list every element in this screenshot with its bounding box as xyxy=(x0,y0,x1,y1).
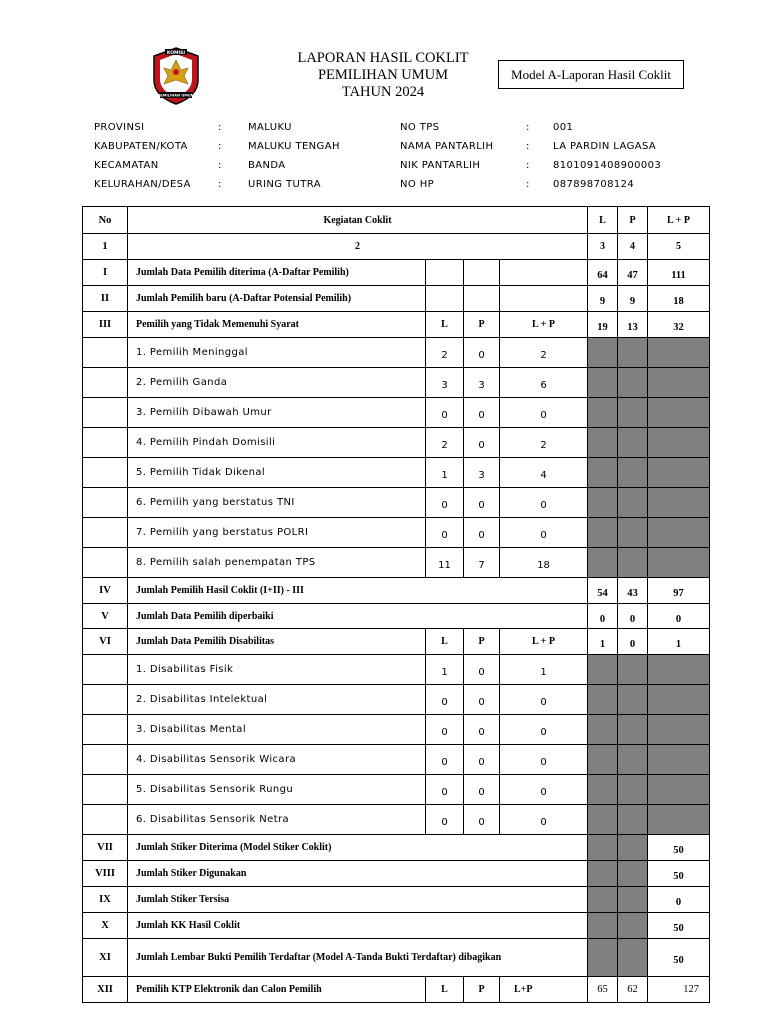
item-label: 6. Pemilih yang berstatus TNI xyxy=(128,488,426,518)
table-row xyxy=(83,745,710,775)
header-p: P xyxy=(618,207,648,234)
shaded-cell xyxy=(648,368,710,398)
shaded-cell xyxy=(618,548,648,578)
total-p: 62 xyxy=(618,977,648,1003)
shaded-cell xyxy=(588,368,618,398)
header-l: L xyxy=(588,207,618,234)
shaded-cell xyxy=(588,428,618,458)
item-l: 2 xyxy=(426,338,464,368)
empty-cell xyxy=(83,458,128,488)
header-kegiatan: Kegiatan Coklit xyxy=(128,207,588,234)
shaded-cell xyxy=(618,805,648,835)
item-label: 4. Pemilih Pindah Domisili xyxy=(128,428,426,458)
shaded-cell xyxy=(648,488,710,518)
total-lp: 18 xyxy=(648,286,710,312)
row-no: VI xyxy=(83,629,128,655)
item-label: 7. Pemilih yang berstatus POLRI xyxy=(128,518,426,548)
total-p: 0 xyxy=(618,629,648,655)
shaded-cell xyxy=(588,398,618,428)
shaded-cell xyxy=(588,655,618,685)
shaded-cell xyxy=(618,913,648,939)
shaded-cell xyxy=(618,488,648,518)
sub-header-p: P xyxy=(464,977,500,1003)
item-p: 0 xyxy=(464,488,500,518)
table-row xyxy=(83,458,710,488)
item-l: 0 xyxy=(426,805,464,835)
info-colon: : xyxy=(218,160,222,171)
shaded-cell xyxy=(588,338,618,368)
item-lp: 0 xyxy=(500,715,588,745)
item-l: 0 xyxy=(426,745,464,775)
table-header-row xyxy=(83,207,710,234)
empty-cell xyxy=(83,338,128,368)
item-lp: 0 xyxy=(500,488,588,518)
empty-cell xyxy=(83,428,128,458)
row-no: III xyxy=(83,312,128,338)
shaded-cell xyxy=(648,655,710,685)
table-row xyxy=(83,715,710,745)
shaded-cell xyxy=(588,775,618,805)
row-label: Jumlah Lembar Bukti Pemilih Terdaftar (Model A-Tanda Bukti Terdaftar) dibagikan xyxy=(128,939,588,977)
item-p: 0 xyxy=(464,518,500,548)
total-lp: 50 xyxy=(648,835,710,861)
table-index-row xyxy=(83,234,710,260)
info-value-nik-pantarlih: 8101091408900003 xyxy=(553,160,662,171)
table-row xyxy=(83,286,710,312)
item-lp: 0 xyxy=(500,775,588,805)
sub-header-lp: L+P xyxy=(500,977,588,1003)
shaded-cell xyxy=(648,518,710,548)
empty-cell xyxy=(83,548,128,578)
item-label: 3. Disabilitas Mental xyxy=(128,715,426,745)
table-row xyxy=(83,428,710,458)
total-l: 19 xyxy=(588,312,618,338)
info-label-nama-pantarlih: NAMA PANTARLIH xyxy=(400,141,494,152)
shaded-cell xyxy=(648,548,710,578)
item-p: 0 xyxy=(464,685,500,715)
shaded-cell xyxy=(618,655,648,685)
shaded-cell xyxy=(588,685,618,715)
shaded-cell xyxy=(648,458,710,488)
item-p: 0 xyxy=(464,805,500,835)
item-label: 2. Disabilitas Intelektual xyxy=(128,685,426,715)
item-label: 5. Disabilitas Sensorik Rungu xyxy=(128,775,426,805)
info-label-kecamatan: KECAMATAN xyxy=(94,160,159,171)
shaded-cell xyxy=(618,428,648,458)
item-p: 0 xyxy=(464,338,500,368)
empty-cell xyxy=(83,685,128,715)
item-label: 1. Pemilih Meninggal xyxy=(128,338,426,368)
info-colon: : xyxy=(526,122,530,133)
row-label: Jumlah Data Pemilih Disabilitas xyxy=(128,629,426,655)
header-lp: L + P xyxy=(648,207,710,234)
total-l: 1 xyxy=(588,629,618,655)
shaded-cell xyxy=(648,338,710,368)
item-lp: 2 xyxy=(500,338,588,368)
total-lp: 50 xyxy=(648,913,710,939)
table-row xyxy=(83,629,710,655)
item-label: 5. Pemilih Tidak Dikenal xyxy=(128,458,426,488)
shaded-cell xyxy=(588,861,618,887)
item-l: 0 xyxy=(426,518,464,548)
shaded-cell xyxy=(618,398,648,428)
shaded-cell xyxy=(648,398,710,428)
item-label: 1. Disabilitas Fisik xyxy=(128,655,426,685)
table-row xyxy=(83,835,710,861)
table-row xyxy=(83,338,710,368)
shaded-cell xyxy=(648,775,710,805)
item-p: 0 xyxy=(464,398,500,428)
row-label: Jumlah KK Hasil Coklit xyxy=(128,913,588,939)
total-l: 64 xyxy=(588,260,618,286)
row-label: Pemilih yang Tidak Memenuhi Syarat xyxy=(128,312,426,338)
empty-cell xyxy=(500,260,588,286)
shaded-cell xyxy=(588,488,618,518)
index-3: 3 xyxy=(588,234,618,260)
table-row xyxy=(83,977,710,1003)
shaded-cell xyxy=(618,458,648,488)
table-row xyxy=(83,398,710,428)
empty-cell xyxy=(83,715,128,745)
empty-cell xyxy=(464,286,500,312)
shaded-cell xyxy=(618,939,648,977)
table-row xyxy=(83,260,710,286)
table-row xyxy=(83,368,710,398)
sub-header-lp: L + P xyxy=(500,629,588,655)
total-p: 13 xyxy=(618,312,648,338)
item-l: 2 xyxy=(426,428,464,458)
total-p: 47 xyxy=(618,260,648,286)
shaded-cell xyxy=(588,548,618,578)
sub-header-l: L xyxy=(426,312,464,338)
item-lp: 18 xyxy=(500,548,588,578)
info-label-no-hp: NO HP xyxy=(400,179,435,190)
info-value-no-tps: 001 xyxy=(553,122,574,133)
item-label: 8. Pemilih salah penempatan TPS xyxy=(128,548,426,578)
total-l: 65 xyxy=(588,977,618,1003)
info-value-no-hp: 087898708124 xyxy=(553,179,635,190)
info-label-nik-pantarlih: NIK PANTARLIH xyxy=(400,160,481,171)
total-lp: 97 xyxy=(648,578,710,604)
item-l: 1 xyxy=(426,458,464,488)
table-row xyxy=(83,861,710,887)
logo-text-top: KOMISI xyxy=(166,51,186,56)
item-p: 3 xyxy=(464,368,500,398)
model-label: Model A-Laporan Hasil Coklit xyxy=(498,60,684,89)
table-row xyxy=(83,488,710,518)
item-p: 0 xyxy=(464,655,500,685)
sub-header-p: P xyxy=(464,312,500,338)
row-label: Jumlah Data Pemilih diperbaiki xyxy=(128,604,588,629)
info-value-kecamatan: BANDA xyxy=(248,160,286,171)
total-l: 9 xyxy=(588,286,618,312)
empty-cell xyxy=(83,488,128,518)
shaded-cell xyxy=(618,887,648,913)
item-p: 0 xyxy=(464,715,500,745)
shaded-cell xyxy=(648,745,710,775)
empty-cell xyxy=(464,260,500,286)
info-colon: : xyxy=(218,122,222,133)
table-row xyxy=(83,604,710,629)
shaded-cell xyxy=(618,775,648,805)
info-value-provinsi: MALUKU xyxy=(248,122,292,133)
item-p: 7 xyxy=(464,548,500,578)
item-lp: 1 xyxy=(500,655,588,685)
item-p: 0 xyxy=(464,775,500,805)
empty-cell xyxy=(426,260,464,286)
row-label: Jumlah Stiker Digunakan xyxy=(128,861,588,887)
kpu-logo xyxy=(150,46,202,106)
table-row xyxy=(83,939,710,977)
sub-header-p: P xyxy=(464,629,500,655)
item-l: 0 xyxy=(426,488,464,518)
shaded-cell xyxy=(588,835,618,861)
total-lp: 0 xyxy=(648,604,710,629)
info-colon: : xyxy=(218,141,222,152)
header-no: No xyxy=(83,207,128,234)
shaded-cell xyxy=(588,887,618,913)
item-lp: 6 xyxy=(500,368,588,398)
empty-cell xyxy=(83,745,128,775)
title-line-3: TAHUN 2024 xyxy=(341,84,425,100)
empty-cell xyxy=(83,518,128,548)
table-row xyxy=(83,578,710,604)
sub-header-l: L xyxy=(426,629,464,655)
total-l: 54 xyxy=(588,578,618,604)
item-lp: 0 xyxy=(500,745,588,775)
item-l: 0 xyxy=(426,685,464,715)
item-lp: 0 xyxy=(500,398,588,428)
empty-cell xyxy=(83,368,128,398)
row-label: Jumlah Stiker Diterima (Model Stiker Coklit) xyxy=(128,835,588,861)
item-label: 4. Disabilitas Sensorik Wicara xyxy=(128,745,426,775)
table-row xyxy=(83,775,710,805)
item-p: 0 xyxy=(464,745,500,775)
item-l: 0 xyxy=(426,398,464,428)
info-colon: : xyxy=(218,179,222,190)
title-line-1: LAPORAN HASIL COKLIT xyxy=(297,50,469,66)
info-label-kabupaten: KABUPATEN/KOTA xyxy=(94,141,188,152)
item-l: 3 xyxy=(426,368,464,398)
shaded-cell xyxy=(588,745,618,775)
item-p: 3 xyxy=(464,458,500,488)
sub-header-l: L xyxy=(426,977,464,1003)
total-lp: 0 xyxy=(648,887,710,913)
shaded-cell xyxy=(648,805,710,835)
row-label: Jumlah Data Pemilih diterima (A-Daftar Pemilih) xyxy=(128,260,426,286)
row-no: X xyxy=(83,913,128,939)
row-no: XI xyxy=(83,939,128,977)
row-no: IV xyxy=(83,578,128,604)
logo-text-bottom: PEMILIHAN UMUM xyxy=(157,93,195,98)
title-line-2: PEMILIHAN UMUM xyxy=(317,67,449,83)
shaded-cell xyxy=(618,745,648,775)
empty-cell xyxy=(83,655,128,685)
shaded-cell xyxy=(588,518,618,548)
shaded-cell xyxy=(618,685,648,715)
row-no: XII xyxy=(83,977,128,1003)
shaded-cell xyxy=(588,715,618,745)
row-no: II xyxy=(83,286,128,312)
row-no: VII xyxy=(83,835,128,861)
item-l: 11 xyxy=(426,548,464,578)
info-value-kelurahan: URING TUTRA xyxy=(248,179,321,190)
info-colon: : xyxy=(526,179,530,190)
total-lp: 32 xyxy=(648,312,710,338)
coklit-table xyxy=(82,206,710,1003)
table-row xyxy=(83,685,710,715)
total-p: 43 xyxy=(618,578,648,604)
item-p: 0 xyxy=(464,428,500,458)
index-1: 1 xyxy=(83,234,128,260)
row-label: Pemilih KTP Elektronik dan Calon Pemilih xyxy=(128,977,426,1003)
shaded-cell xyxy=(588,458,618,488)
row-label: Jumlah Pemilih Hasil Coklit (I+II) - III xyxy=(128,578,588,604)
row-no: VIII xyxy=(83,861,128,887)
table-row xyxy=(83,805,710,835)
table-row xyxy=(83,548,710,578)
info-colon: : xyxy=(526,141,530,152)
item-l: 1 xyxy=(426,655,464,685)
item-label: 3. Pemilih Dibawah Umur xyxy=(128,398,426,428)
row-no: IX xyxy=(83,887,128,913)
table-row xyxy=(83,312,710,338)
shaded-cell xyxy=(588,939,618,977)
info-value-kabupaten: MALUKU TENGAH xyxy=(248,141,340,152)
shaded-cell xyxy=(648,715,710,745)
table-row xyxy=(83,518,710,548)
item-label: 2. Pemilih Ganda xyxy=(128,368,426,398)
total-l: 0 xyxy=(588,604,618,629)
empty-cell xyxy=(83,775,128,805)
row-label: Jumlah Stiker Tersisa xyxy=(128,887,588,913)
total-lp: 50 xyxy=(648,861,710,887)
item-l: 0 xyxy=(426,775,464,805)
row-no: V xyxy=(83,604,128,629)
shaded-cell xyxy=(618,835,648,861)
item-lp: 0 xyxy=(500,805,588,835)
report-title xyxy=(270,50,496,101)
item-lp: 0 xyxy=(500,518,588,548)
info-label-provinsi: PROVINSI xyxy=(94,122,145,133)
empty-cell xyxy=(83,805,128,835)
total-lp: 111 xyxy=(648,260,710,286)
info-colon: : xyxy=(526,160,530,171)
total-p: 0 xyxy=(618,604,648,629)
item-lp: 4 xyxy=(500,458,588,488)
empty-cell xyxy=(83,398,128,428)
info-label-kelurahan: KELURAHAN/DESA xyxy=(94,179,191,190)
item-l: 0 xyxy=(426,715,464,745)
shaded-cell xyxy=(618,715,648,745)
index-5: 5 xyxy=(648,234,710,260)
total-lp: 127 xyxy=(648,977,710,1003)
shaded-cell xyxy=(618,861,648,887)
shaded-cell xyxy=(618,518,648,548)
row-label: Jumlah Pemilih baru (A-Daftar Potensial Pemilih) xyxy=(128,286,426,312)
info-value-nama-pantarlih: LA PARDIN LAGASA xyxy=(553,141,657,152)
table-row xyxy=(83,655,710,685)
empty-cell xyxy=(426,286,464,312)
shaded-cell xyxy=(618,338,648,368)
total-lp: 1 xyxy=(648,629,710,655)
shaded-cell xyxy=(588,805,618,835)
table-row xyxy=(83,887,710,913)
index-4: 4 xyxy=(618,234,648,260)
shaded-cell xyxy=(618,368,648,398)
table-row xyxy=(83,913,710,939)
item-label: 6. Disabilitas Sensorik Netra xyxy=(128,805,426,835)
shaded-cell xyxy=(648,685,710,715)
index-2: 2 xyxy=(128,234,588,260)
total-lp: 50 xyxy=(648,939,710,977)
item-lp: 2 xyxy=(500,428,588,458)
shaded-cell xyxy=(588,913,618,939)
info-label-no-tps: NO TPS xyxy=(400,122,440,133)
sub-header-lp: L + P xyxy=(500,312,588,338)
row-no: I xyxy=(83,260,128,286)
shaded-cell xyxy=(648,428,710,458)
empty-cell xyxy=(500,286,588,312)
item-lp: 0 xyxy=(500,685,588,715)
total-p: 9 xyxy=(618,286,648,312)
